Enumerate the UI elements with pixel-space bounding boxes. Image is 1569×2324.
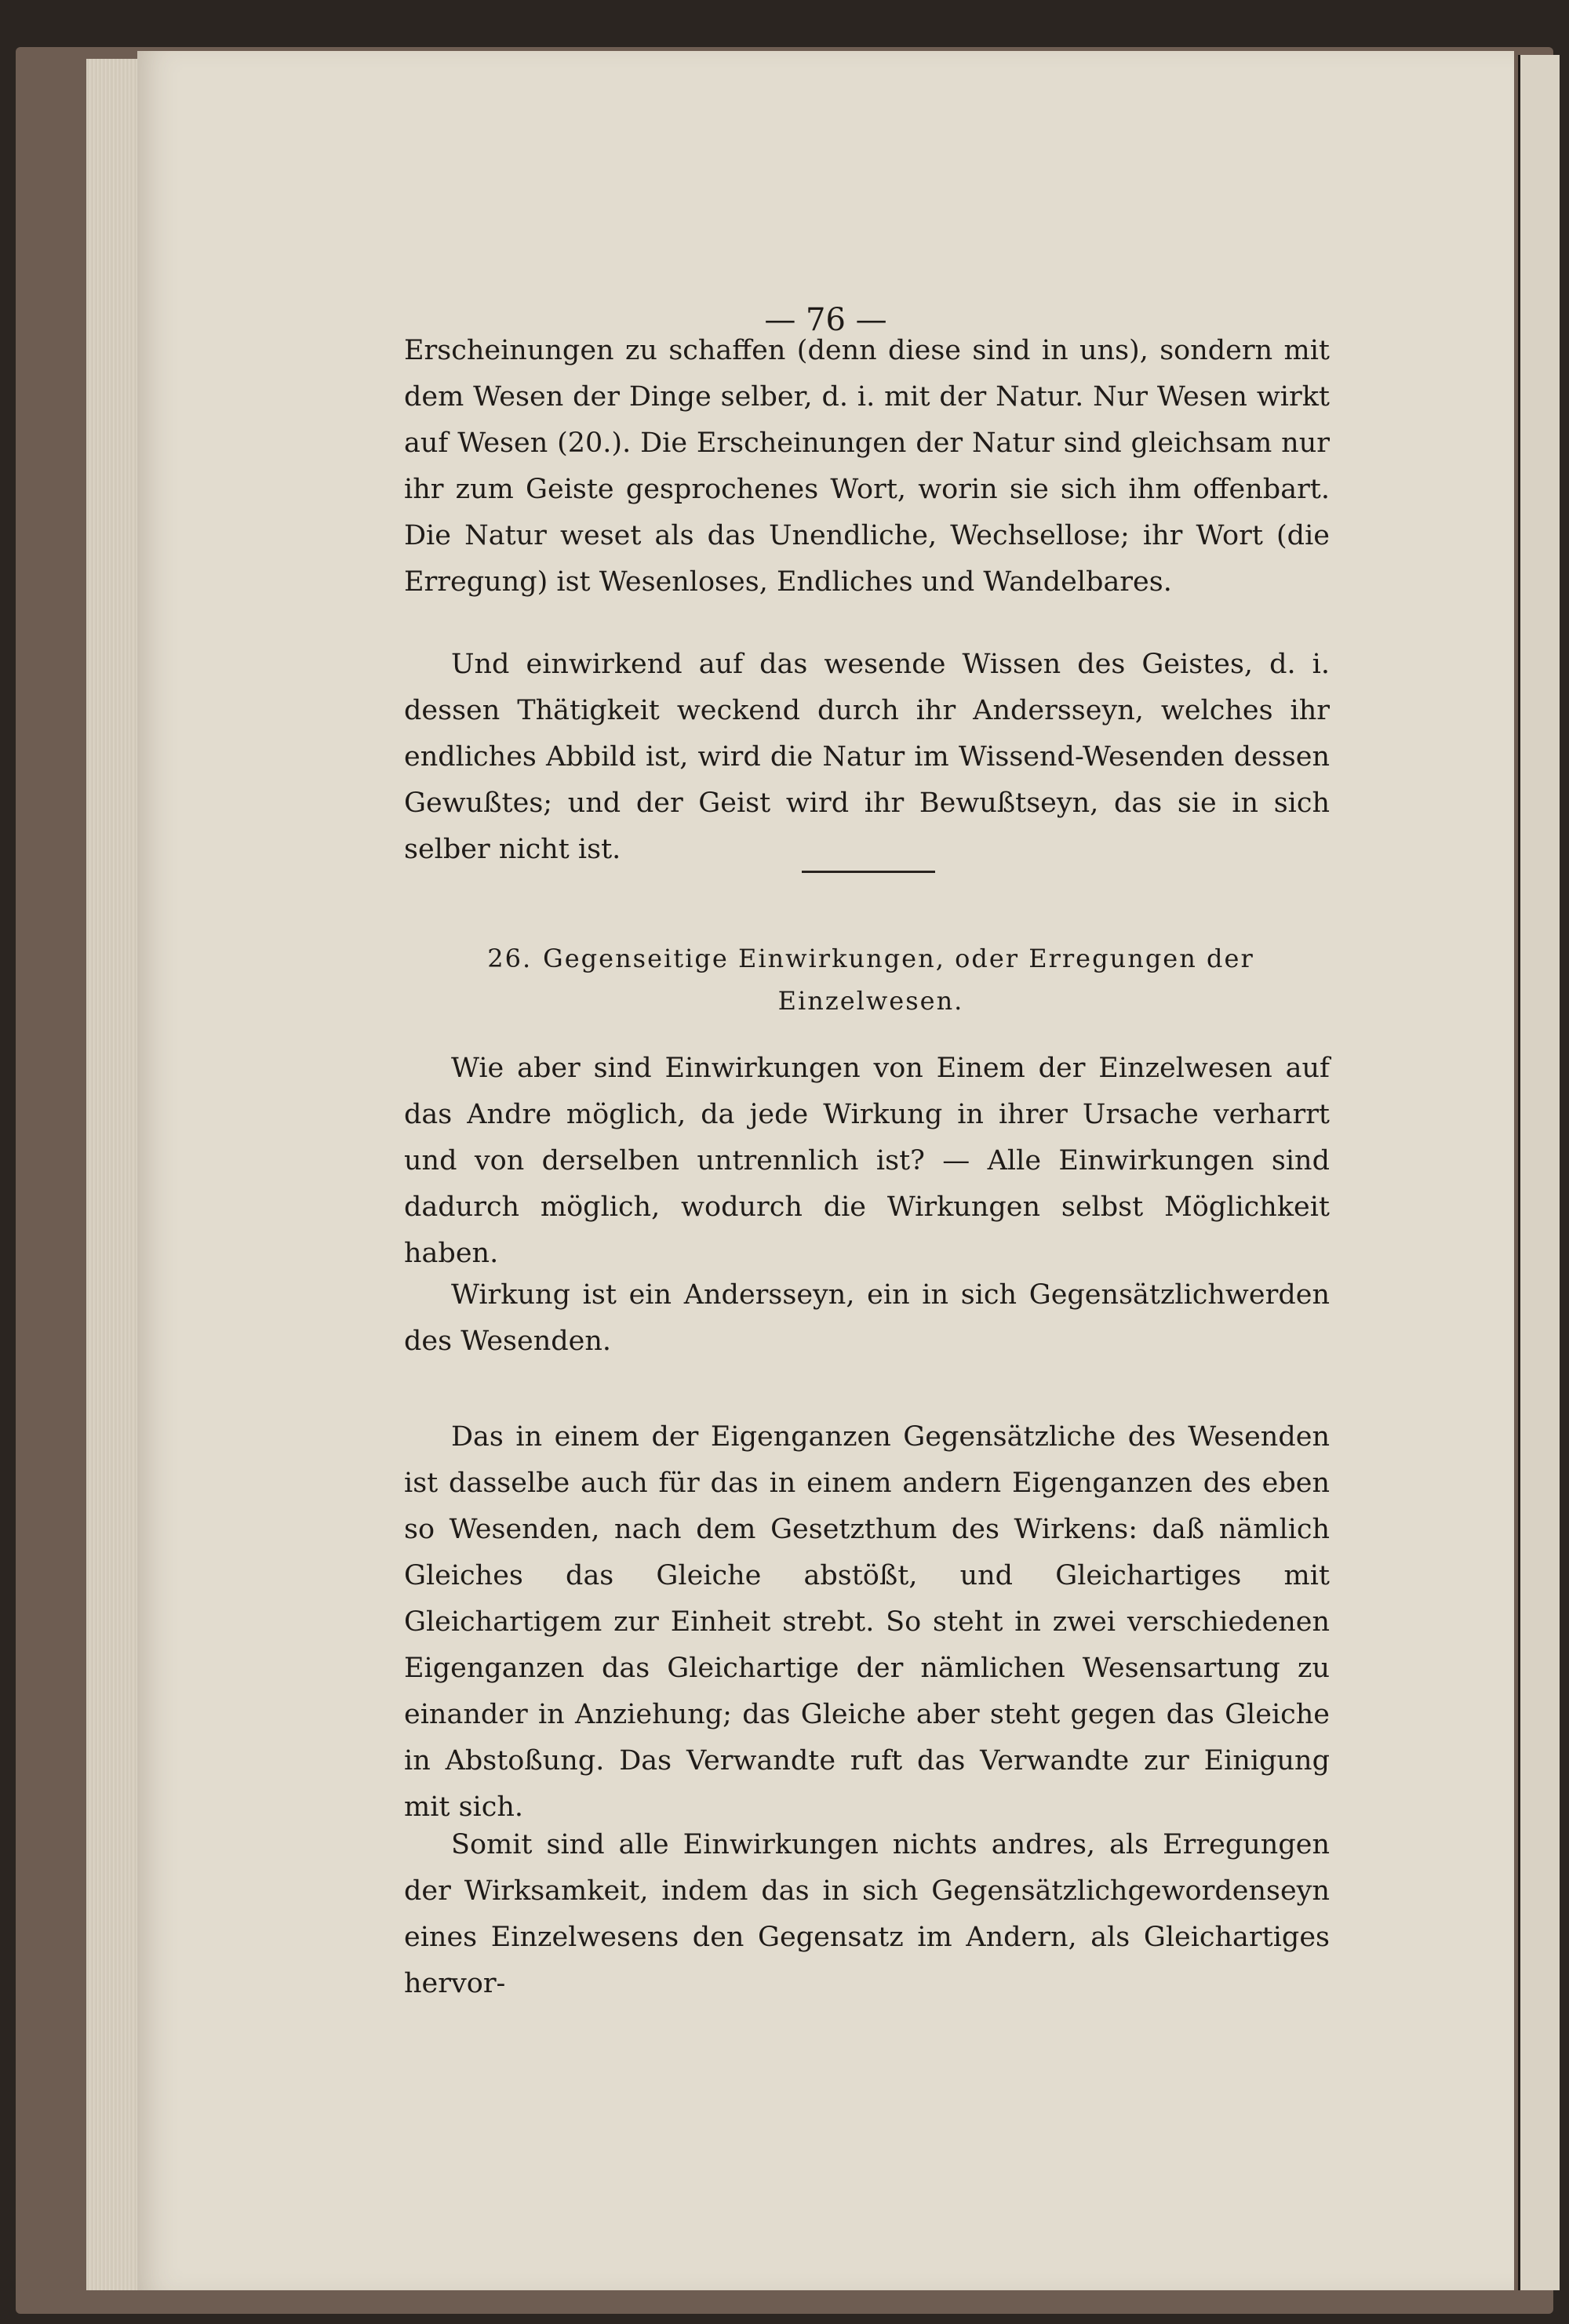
page-number: — 76 — — [764, 302, 887, 338]
paragraph-2: Und einwirkend auf das wesende Wissen des Geistes, d. i. dessen Thätigkeit weckend durch ihr Andersseyn, welches ihr endliches Abbild ist, wird die Natur im Wissend-Wesenden dessen Gewußtes; und der Geist wird ihr Bewußtseyn, das sie in sich selber nicht ist. — [404, 649, 1330, 865]
paragraph-3: Wie aber sind Einwirkungen von Einem der Einzelwesen auf das Andre möglich, da jede Wirkung in ihrer Ursache verharrt und von derselben untrennlich ist? — Alle Einwirkungen sind dadurch möglich, wodurch die Wirkungen selbst Möglichkeit haben. — [404, 1053, 1330, 1269]
next-page-edge — [1518, 55, 1560, 2290]
paragraph-5: Das in einem der Eigenganzen Gegensätzliche des Wesenden ist dasselbe auch für das in einem andern Eigenganzen des eben so Wesenden, nach dem Gesetzthum des Wirkens: daß nämlich Gleiches das Gleiche abstößt, und Gleichartiges mit Gleichartigem zur Einheit strebt. So steht in zwei verschiedenen Eigenganzen das Gleichartige der nämlichen Wesensartung zu einander in Anziehung; das Gleiche aber steht gegen das Gleiche in Abstoßung. Das Verwandte ruft das Verwandte zur Einigung mit sich. — [404, 1421, 1330, 1823]
section-number: 26. — [487, 944, 533, 973]
paragraph-6: Somit sind alle Einwirkungen nichts andres, als Erregungen der Wirksamkeit, indem das in sich Gegensätzlichgewordenseyn eines Einzelwesens den Gegensatz im Andern, als Gleichartiges hervor- — [404, 1829, 1330, 1999]
section-title: Gegenseitige Einwirkungen, oder Erregungen der Einzelwesen. — [543, 944, 1254, 1016]
section-heading — [428, 937, 1314, 1022]
section-divider — [802, 871, 935, 873]
paragraph-4: Wirkung ist ein Andersseyn, ein in sich Gegensätzlichwerden des Wesenden. — [404, 1279, 1330, 1357]
paragraph-1: Erscheinungen zu schaffen (denn diese sind in uns), sondern mit dem Wesen der Dinge selber, d. i. mit der Natur. Nur Wesen wirkt auf Wesen (20.). Die Erscheinungen der Natur sind gleichsam nur ihr zum Geiste gesprochenes Wort, worin sie sich ihm offenbart. Die Natur weset als das Unendliche, Wechsellose; ihr Wort (die Erregung) ist Wesenloses, Endliches und Wandelbares. — [404, 335, 1330, 598]
